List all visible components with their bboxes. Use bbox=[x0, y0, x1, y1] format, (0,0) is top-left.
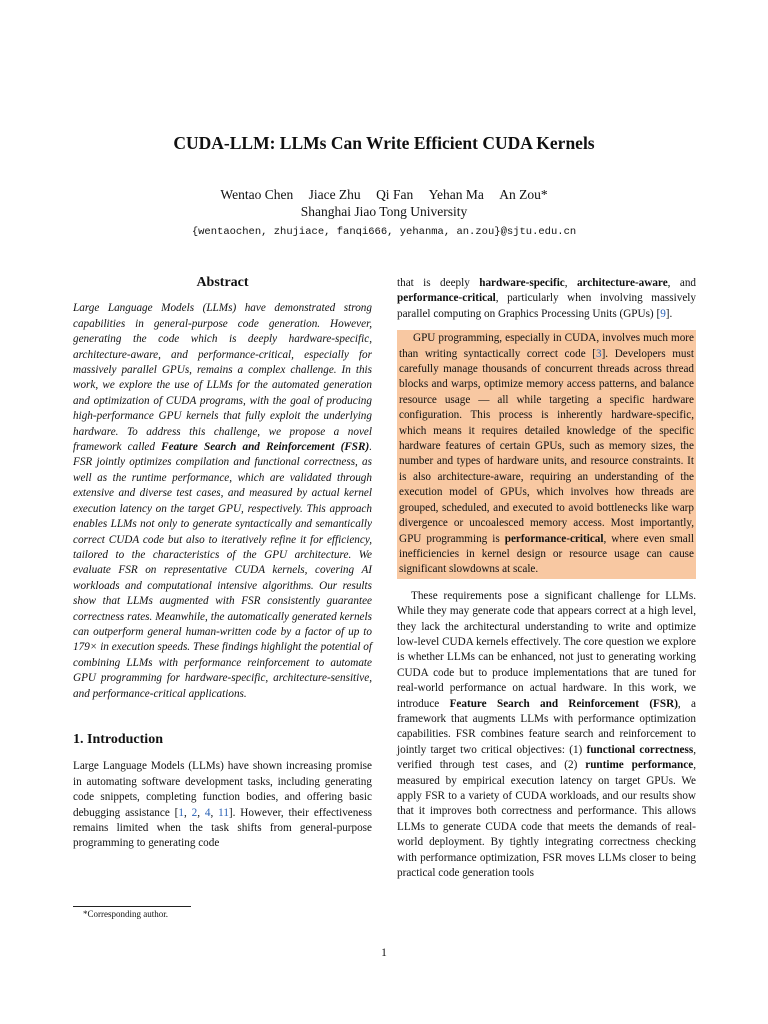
citation-link[interactable]: 11 bbox=[218, 806, 229, 819]
text-part: , where even small inefficiencies in kernel design or resource usage can cause significant slowdowns at scale. bbox=[399, 532, 694, 576]
citation-link[interactable]: 2 bbox=[191, 806, 198, 819]
text-part: , particularly when involving massively parallel computing on Graphics Processing Units (GPUs) [ bbox=[397, 292, 696, 320]
text-part: These requirements pose a significant challenge for LLMs. While they may generate code that appears correct at a high level, they lack the architectural understanding to write and optimize low-level CUDA kernels effectively. The core question we explore is whether LLMs can be enhanced, not just to generating working CUDA code but to produce implementations that are tuned for real-world performance on actual hardware. In this work, we introduce bbox=[397, 589, 696, 710]
text-part: ]. Developers must carefully manage thousands of concurrent threads across thread blocks and warps, optimize memory access patterns, and balance resource usage — all while targeting a specific hardware configuration. This process is inherently hardware-specific, which means it requires detailed knowledge of the specific hardware features of certain GPUs, such as memory sizes, the number and types of hardware units, and resource constraints. It is also architecture-aware, requiring an understanding of the execution model of GPUs, which involves how threads are grouped, scheduled, and executed to avoid bottlenecks like warp divergence or uncoalesced memory access. Most importantly, GPU programming is bbox=[399, 347, 694, 545]
bold-term: runtime performance bbox=[585, 759, 694, 772]
intro-text-part: Large Language Models (LLMs) have shown increasing promise in automating software development tasks, including generating code snippets, completing function bodies, and offering basic debugging assistance [ bbox=[73, 760, 372, 819]
bold-term: architecture-aware bbox=[576, 277, 668, 289]
highlighted-paragraph bbox=[397, 330, 696, 579]
intro-paragraph: Large Language Models (LLMs) have shown increasing promise in automating software development tasks, including generating code snippets, completing function bodies, and offering basic debugging assistance [1, 2, 4, 11]. However, their effectiveness remains limited when the task shifts from general-purpose programming to generating code bbox=[73, 760, 373, 850]
author-name: Jiace Zhu bbox=[308, 187, 361, 202]
affiliation: Shanghai Jiao Tong University bbox=[300, 204, 468, 219]
intro-paragraph-continued bbox=[397, 276, 696, 322]
text-part: ]. bbox=[665, 307, 673, 320]
bold-term: performance-critical bbox=[504, 532, 604, 545]
text-part: , measured by empirical execution latency on target GPUs. We apply FSR to a variety of CUDA workloads, and our results show that it improves both correctness and performance. This allows LLMs to generate CUDA code that meets the demands of real-world deployment. By tightly integrating correctness checking with performance optimization, FSR moves LLMs closer to being practical code generation tools bbox=[397, 759, 696, 880]
abstract-framework-name: Feature Search and Reinforcement (FSR) bbox=[161, 441, 370, 454]
intro-text-part: ]. However, their effectiveness remains limited when the task shifts from general-purpose programming to generating code bbox=[73, 806, 373, 850]
abstract-text-part: . FSR jointly optimizes compilation and functional correctness, as well as the runtime performance, which are validated through extensive and diverse test cases, and measured by actual kernel execution latency on the target GPU, respectively. This approach enables LLMs not only to generate syntactically and semantically correct CUDA code but also to iteratively refine it for efficiency, tailored to the characteristics of the GPU architecture. We evaluate FSR on representative CUDA kernels, covering AI workloads and computational intensive algorithms. Our results show that LLMs augmented with FSR consistently guarantee correctness rates. Meanwhile, the automatically generated kernels can outperform general human-written code by a factor of up to 179× in execution speeds. These findings highlight the potential of combining LLMs with performance reinforcement to automate GPU programming for hardware-specific, architecture-sensitive, and performance-critical applications. bbox=[73, 441, 372, 700]
citation-link[interactable]: 1 bbox=[178, 806, 184, 819]
footnote: *Corresponding author. bbox=[83, 909, 168, 919]
left-column bbox=[73, 275, 372, 852]
text-part: , and bbox=[667, 277, 697, 289]
author-name: Wentao Chen bbox=[220, 187, 294, 202]
bold-term: hardware-specific bbox=[479, 277, 565, 289]
text-part: GPU programming, especially in CUDA, involves much more than writing syntactically correct code [ bbox=[399, 332, 694, 360]
abstract-text bbox=[73, 301, 372, 702]
body-paragraph bbox=[397, 589, 696, 882]
citation-link[interactable]: 9 bbox=[660, 307, 666, 320]
author-emails: {wentaochen, zhujiace, fanqi666, yehanma, an.zou}@sjtu.edu.cn bbox=[191, 226, 577, 238]
citation-link[interactable]: 4 bbox=[204, 806, 211, 819]
right-column bbox=[397, 276, 696, 881]
author-name: Qi Fan bbox=[376, 187, 414, 202]
abstract-heading: Abstract bbox=[196, 275, 249, 290]
bold-term: functional correctness bbox=[586, 743, 694, 756]
citation-link[interactable]: 3 bbox=[595, 347, 602, 360]
text-part: , bbox=[564, 277, 577, 289]
author-list bbox=[0, 186, 768, 204]
text-part: that is deeply bbox=[397, 277, 480, 289]
page-number: 1 bbox=[381, 947, 387, 959]
author-name: An Zou* bbox=[499, 187, 548, 202]
footnote-divider bbox=[73, 906, 191, 907]
text-part: , a framework that augments LLMs with performance optimization capabilities. FSR combines feature search and reinforcement to jointly target two critical objectives: (1) bbox=[397, 697, 697, 756]
bold-term: performance-critical bbox=[397, 292, 496, 305]
bold-term: Feature Search and Reinforcement (FSR) bbox=[449, 697, 678, 710]
paper-title: CUDA-LLM: LLMs Can Write Efficient CUDA Kernels bbox=[173, 133, 595, 153]
section-heading-introduction: 1. Introduction bbox=[73, 731, 163, 747]
abstract-text-part: Large Language Models (LLMs) have demonstrated strong capabilities in general-purpose code generation. However, generating the code which is deeply hardware-specific, architecture-aware, and performance-critical, especially for massively parallel GPUs, remains a complex challenge. In this work, we explore the use of LLMs for the automated generation and optimization of CUDA programs, with the goal of producing high-performance GPU kernels that fully exploit the underlying hardware. To address this challenge, we propose a novel framework called bbox=[73, 302, 372, 454]
text-part: , verified through test cases, and (2) bbox=[397, 743, 697, 772]
author-name: Yehan Ma bbox=[428, 187, 484, 202]
